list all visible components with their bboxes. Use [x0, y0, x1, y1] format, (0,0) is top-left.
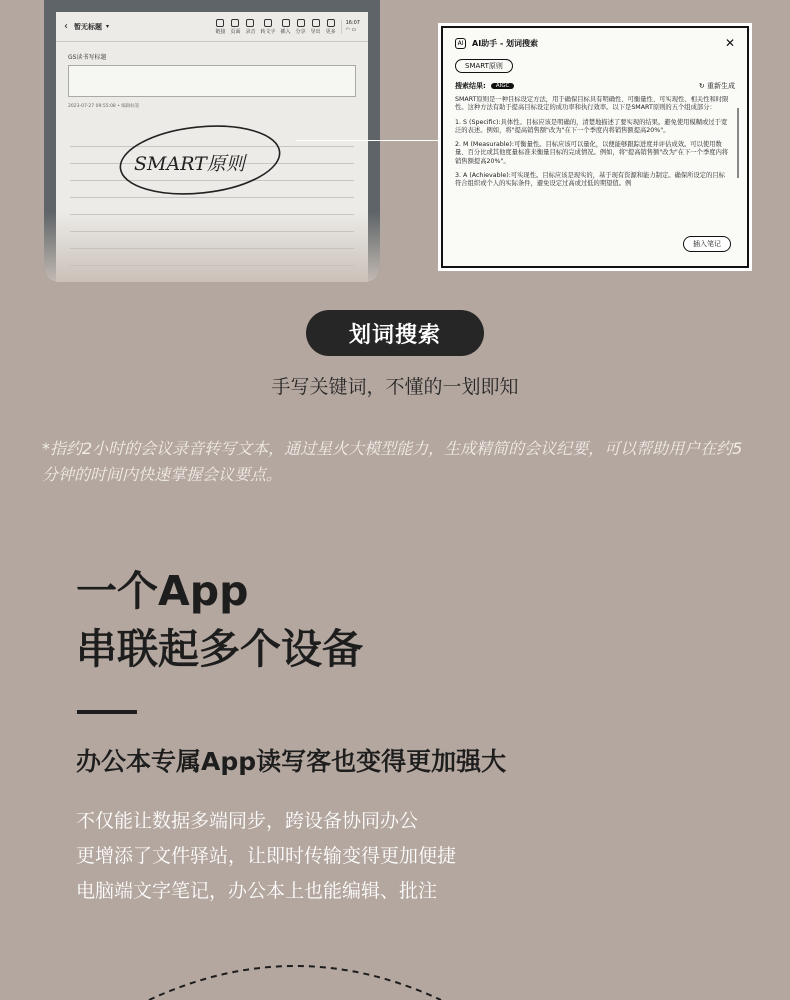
- aigc-badge: AIGC: [491, 83, 515, 89]
- result-label: 搜索结果:: [455, 82, 486, 90]
- note-title-box[interactable]: [68, 65, 356, 97]
- search-term-chip[interactable]: SMART原则: [455, 59, 513, 73]
- result-paragraph: SMART原则是一种目标设定方法，用于确保目标具有明确性、可衡量性、可实现性、相关性和时限性。这种方法有助于提高目标设定的成功率和执行效率。以下是SMART原则的五个组成部分：: [455, 96, 729, 112]
- dashed-arc-decoration: [145, 962, 445, 1000]
- share-icon: [297, 19, 305, 27]
- scrollbar[interactable]: [737, 108, 739, 178]
- toolbar-tools: [215, 19, 360, 35]
- tool-share[interactable]: 分享: [296, 19, 306, 35]
- chevron-down-icon[interactable]: ▾: [106, 23, 110, 30]
- connector-line: [296, 140, 444, 141]
- ai-panel-title: AI助手 - 划词搜索: [472, 38, 539, 48]
- section-title-line-1: 一个App: [76, 567, 249, 615]
- close-icon[interactable]: ✕: [724, 36, 735, 50]
- status-time: 16:07 ◠ ▭: [341, 20, 360, 34]
- ai-assistant-panel: [441, 26, 749, 268]
- feature-caption: 手写关键词，不懂的一划即知: [271, 376, 519, 398]
- regenerate-button[interactable]: ↻ 重新生成: [698, 82, 735, 90]
- device-toolbar: [56, 12, 368, 42]
- tool-transcribe[interactable]: 转文字: [261, 19, 276, 35]
- transcribe-icon: [264, 19, 272, 27]
- refresh-icon: ↻: [698, 82, 705, 90]
- device-screen: [56, 12, 368, 282]
- export-icon: [312, 19, 320, 27]
- ai-panel-header: [443, 28, 747, 50]
- footnote: *指约2小时的会议录音转写文本，通过星火大模型能力，生成精简的会议纪要，可以帮助用户在约5分钟的时间内快速掌握会议要点。: [42, 439, 743, 484]
- link-icon: [216, 19, 224, 27]
- tool-more[interactable]: 更多: [326, 19, 336, 35]
- body-line: 更增添了文件驿站，让即时传输变得更加便捷: [76, 845, 457, 867]
- back-chevron-icon[interactable]: ‹: [64, 21, 68, 32]
- ai-result-text: [455, 96, 731, 222]
- insert-note-button[interactable]: 插入笔记: [683, 236, 731, 252]
- tool-export[interactable]: 导出: [311, 19, 321, 35]
- result-row: [443, 73, 747, 91]
- title-divider: [77, 710, 137, 714]
- device-mockup: [44, 0, 380, 282]
- ai-logo-icon: AI: [455, 38, 466, 49]
- wifi-battery-icon: ◠ ▭: [345, 26, 357, 33]
- tool-page[interactable]: 页面: [230, 19, 240, 35]
- section-body: [76, 804, 456, 909]
- note-title[interactable]: 暂无标题: [74, 22, 102, 31]
- result-paragraph: 1. S (Specific):具体性。目标应该是明确的，清楚地描述了要实现的结果。避免使用模糊或过于宽泛的表述。例如，将"提高销售额"改为"在下一个季度内将销售额提高20%"。: [455, 118, 728, 134]
- body-line: 不仅能让数据多端同步，跨设备协同办公: [76, 810, 419, 832]
- more-icon: [327, 19, 335, 27]
- note-heading: GS读书写标题: [68, 54, 107, 61]
- tool-record[interactable]: 录音: [245, 19, 255, 35]
- section-title: [76, 562, 363, 678]
- result-paragraph: 3. A (Achievable):可实现性。目标应该是现实的，基于现有资源和能力制定。确保所设定的目标符合组织或个人的实际条件，避免设定过高或过低的期望值。例: [455, 172, 725, 188]
- page-icon: [231, 19, 239, 27]
- body-line: 电脑端文字笔记，办公本上也能编辑、批注: [76, 880, 438, 902]
- note-meta: 2023-07-27 09:55:08 • 编辑标签: [68, 104, 140, 109]
- handwriting-circle[interactable]: [116, 120, 296, 200]
- handwriting-text: SMART原则: [134, 153, 245, 175]
- tool-insert[interactable]: 插入: [281, 19, 291, 35]
- feature-pill: 划词搜索: [306, 310, 484, 356]
- note-area: [56, 42, 368, 119]
- section-title-line-2: 串联起多个设备: [76, 625, 363, 673]
- section-subtitle: 办公本专属App读写客也变得更加强大: [76, 747, 507, 776]
- mic-icon: [246, 19, 254, 27]
- insert-icon: [282, 19, 290, 27]
- result-paragraph: 2. M (Measurable):可衡量性。目标应该可以量化，以便能够跟踪进度并评估成效。可以使用数量、百分比或其他度量标准来衡量目标的完成情况。例如，将"提高销售额"改为"在下一个季度内将销售额提高20%"。: [455, 141, 729, 165]
- tool-link[interactable]: 链接: [215, 19, 225, 35]
